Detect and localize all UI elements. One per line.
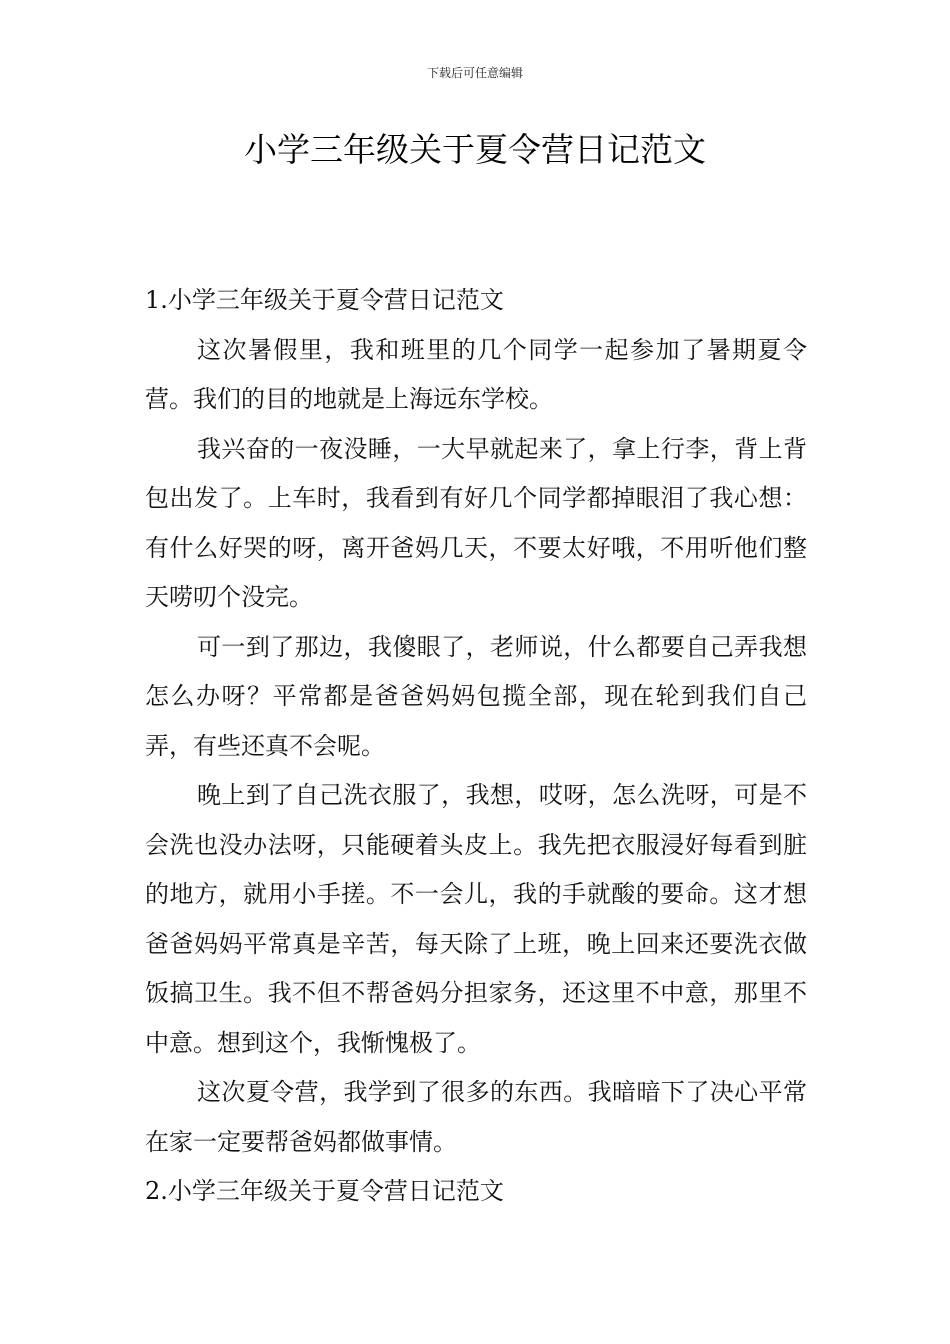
- header-note: 下载后可任意编辑: [426, 66, 523, 80]
- paragraph-1: 这次暑假里，我和班里的几个同学一起参加了暑期夏令营。我们的目的地就是上海远东学校。: [145, 335, 807, 413]
- document-title: 小学三年级关于夏令营日记范文: [244, 130, 706, 169]
- section-heading-1: 1.小学三年级关于夏令营日记范文: [145, 286, 504, 314]
- section-heading-2: 2.小学三年级关于夏令营日记范文: [145, 1177, 504, 1205]
- paragraph-4: 晚上到了自己洗衣服了，我想，哎呀，怎么洗呀，可是不会洗也没办法呀，只能硬着头皮上。我先把衣服浸好每看到脏的地方，就用小手搓。不一会儿，我的手就酸的要命。这才想爸爸妈妈平常真是辛苦，每天除了上班，晚上回来还要洗衣做饭搞卫生。我不但不帮爸妈分担家务，还这里不中意，那里不中意。想到这个，我惭愧极了。: [145, 781, 807, 1057]
- paragraph-3: 可一到了那边，我傻眼了，老师说，什么都要自己弄我想怎么办呀？平常都是爸爸妈妈包揽全部，现在轮到我们自己弄，有些还真不会呢。: [145, 632, 807, 760]
- document-body: [145, 276, 807, 1217]
- paragraph-5: 这次夏令营，我学到了很多的东西。我暗暗下了决心平常在家一定要帮爸妈都做事情。: [145, 1078, 807, 1156]
- paragraph-2: 我兴奋的一夜没睡，一大早就起来了，拿上行李，背上背包出发了。上车时，我看到有好几个同学都掉眼泪了我心想：有什么好哭的呀，离开爸妈几天，不要太好哦，不用听他们整天唠叨个没完。: [145, 434, 807, 611]
